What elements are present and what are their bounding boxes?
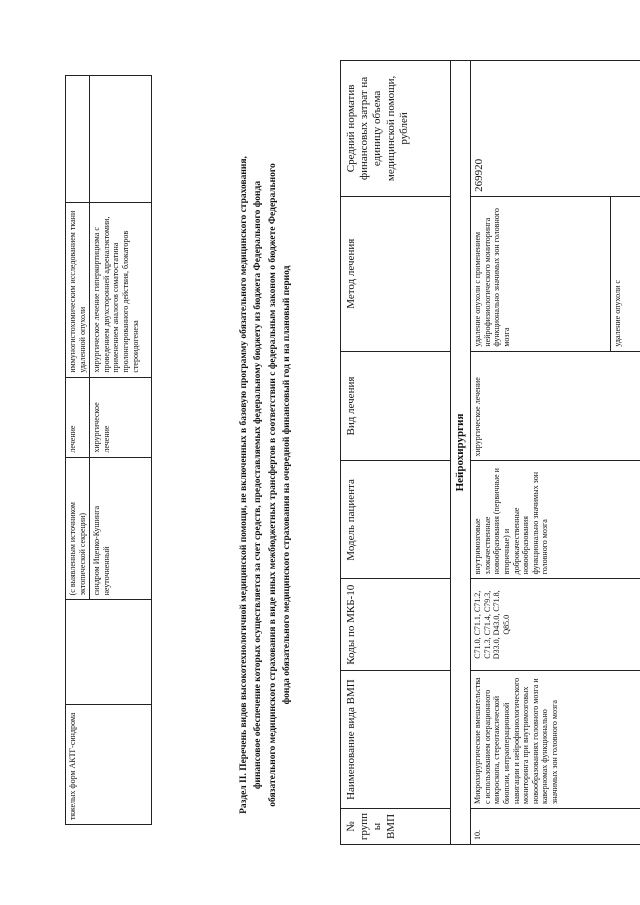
vmp-name-cell: Микрохирургические вмешательства с использованием операционного микроскопа, стереотаксической биопсии, интраоперационной навигации и нейрофизиологического мониторинга при внутримозговых новообразованиях головного мозга и каверномах функционально значимых зон головного мозга (471, 671, 640, 809)
cost-norm-cell (90, 76, 152, 203)
section-title: Нейрохирургия (451, 61, 471, 845)
header-icd-codes: Коды по МКБ-10 (341, 579, 451, 671)
table-header-row (341, 61, 451, 845)
cost-norm-cell (66, 76, 90, 203)
header-group-number: № групп ы ВМП (341, 809, 451, 845)
header-treatment-type: Вид лечения (341, 351, 451, 461)
section-row (451, 61, 471, 845)
treatment-type-cell: лечение (66, 377, 90, 457)
continuation-table (65, 75, 152, 825)
vmp-table (340, 60, 640, 845)
treatment-method-cell: удаление опухоли с применением нейрофизиологического мониторинга функционально значимых зон головного мозга (471, 196, 611, 351)
treatment-method-cell: хирургическое лечение гиперкортицизма с проведением двухсторонней адреналэктомии, применением аналогов соматостатина пролонгированного действия, блокаторов стероидогенеза (90, 202, 152, 377)
section-heading: Раздел II. Перечень видов высокотехнологичной медицинской помощи, не включенных в базовую программу обязательного медицинского страхования, финансовое обеспечение которых осуществляется за счет средств, предоставляемых федеральному бюджету из бюджета Федерального фонда обязательного медицинского страхования в виде иных межбюджетных трансфертов в соответствии с федеральным законом о бюджете Федерального фонда обязательного медицинского страхования на очередной финансовый год и на плановый период (239, 156, 292, 814)
treatment-method-cell: удаление опухоли с (611, 196, 640, 351)
table-row (66, 76, 90, 825)
patient-model-cell: (с выявленным источником эктопической секреции) (66, 457, 90, 600)
table-row (471, 61, 611, 845)
cost-norm-cell: 269920 (471, 61, 640, 197)
patient-model-cell: синдром Иценко-Кушинга неуточненный (90, 457, 152, 600)
header-patient-model: Модель пациента (341, 461, 451, 579)
vmp-name-cell: тяжелых форм АКТГ-синдрома (66, 705, 152, 825)
icd-codes-cell: C71.0, C71.1, C71.2, C71.3, C71.4, C79.3, D33.0, D43.0, C71.8, Q85.0 (471, 579, 640, 671)
treatment-type-cell: хирургическое лечение (471, 351, 640, 461)
group-number-cell: 10. (471, 809, 640, 845)
treatment-method-cell: иммуногистохимическим исследованием ткани удаленной опухоли (66, 202, 90, 377)
patient-model-cell: внутримозговые злокачественные новообразования (первичные и вторичные) и доброкачественные новообразования функционально значимых зон головного мозга (471, 461, 640, 579)
header-vmp-name: Наименование вида ВМП (341, 671, 451, 809)
treatment-type-cell: хирургическое лечение (90, 377, 152, 457)
header-treatment-method: Метод лечения (341, 196, 451, 351)
header-cost-norm: Средний норматив финансовых затрат на единицу объема медицинской помощи, рублей (341, 61, 451, 197)
icd-codes-cell (66, 600, 152, 705)
